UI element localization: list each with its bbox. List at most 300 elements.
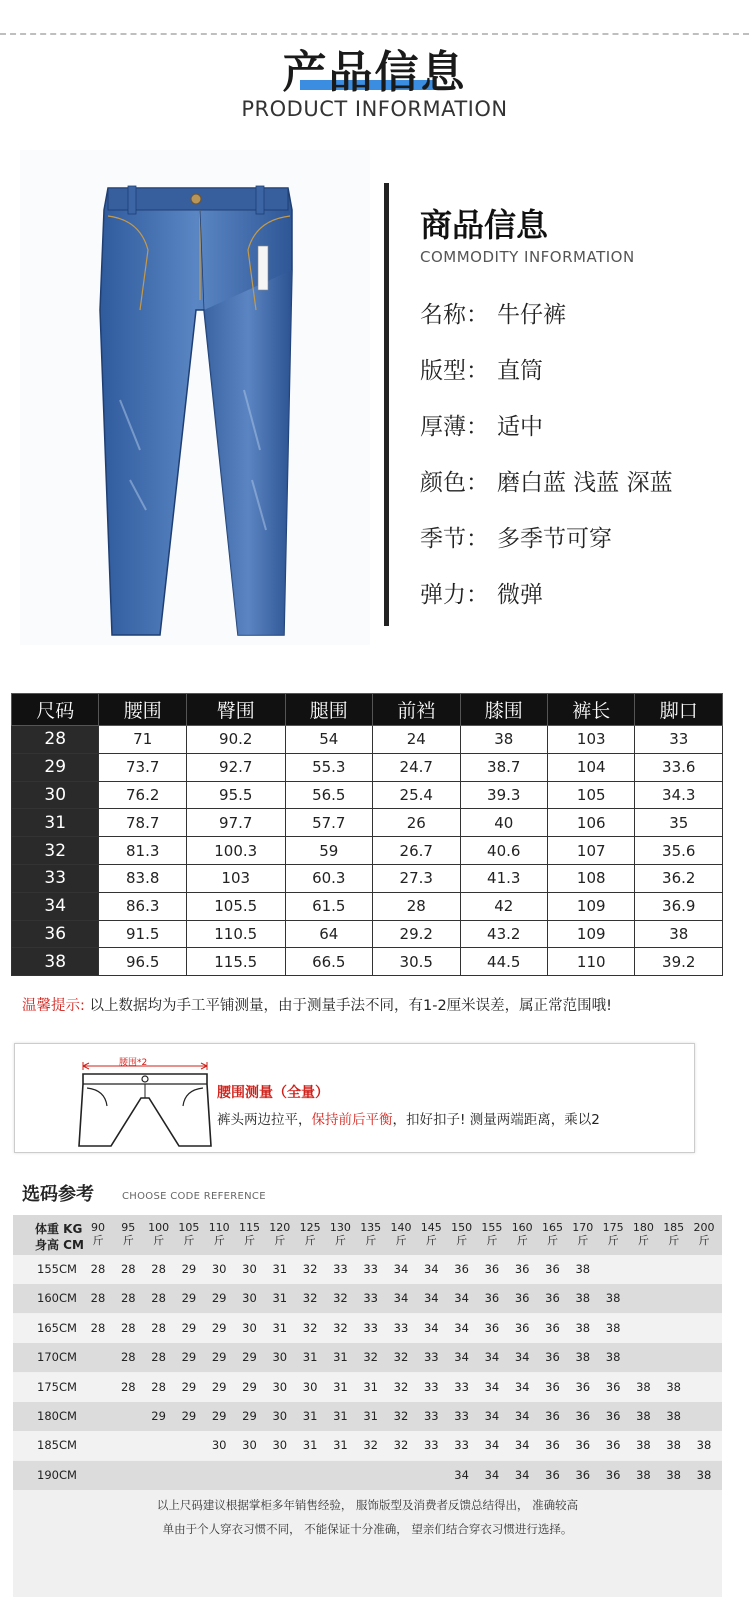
reference-size-cell: 34: [393, 1291, 409, 1306]
measurement-cell: 90.2: [186, 726, 285, 754]
reference-size-cell: 32: [333, 1291, 348, 1306]
reference-size-cell: 38: [575, 1350, 591, 1365]
measurement-cell: 66.5: [285, 948, 372, 976]
col-header-hem: 脚口: [635, 694, 723, 726]
reference-size-cell: 28: [120, 1291, 136, 1306]
commodity-title: 商品信息: [420, 206, 549, 244]
measurement-cell: 56.5: [285, 781, 372, 809]
weight-unit: 斤: [153, 1234, 165, 1247]
size-table-row: [12, 809, 723, 837]
reference-size-cell: 34: [484, 1379, 500, 1394]
weight-unit: 斤: [516, 1234, 528, 1247]
measure-desc-part1: 裤头两边拉平，: [217, 1112, 312, 1128]
size-table-row: [12, 892, 723, 920]
reference-height-header: 身高 CM: [35, 1238, 84, 1252]
weight-unit: 斤: [547, 1234, 558, 1247]
reference-weight-label: [295, 1221, 325, 1247]
info-colon: ：: [466, 526, 489, 552]
reference-size-cell: 36: [545, 1438, 560, 1453]
weight-unit: 斤: [486, 1234, 498, 1247]
page-title: 产品信息: [282, 47, 467, 98]
reference-size-cell: 29: [181, 1409, 197, 1423]
measurement-cell: 25.4: [373, 781, 460, 809]
reference-size-cell: 29: [181, 1379, 197, 1394]
col-header-knee: 膝围: [460, 694, 547, 726]
size-cell: 28: [12, 726, 99, 754]
measurement-cell: 38.7: [460, 753, 547, 781]
reference-height-label: 165CM: [37, 1320, 77, 1335]
col-header-size: 尺码: [12, 694, 99, 726]
reference-size-cell: 36: [484, 1262, 500, 1276]
measurement-cell: 61.5: [285, 892, 372, 920]
reference-size-cell: 34: [484, 1350, 500, 1365]
reference-size-cell: 33: [333, 1262, 348, 1276]
reference-size-cell: 30: [242, 1438, 257, 1453]
col-header-thigh: 腿围: [285, 694, 372, 726]
measurement-cell: 26: [373, 809, 460, 837]
reference-size-cell: 33: [423, 1379, 439, 1394]
reference-size-cell: 38: [575, 1262, 591, 1276]
reference-size-cell: 33: [363, 1320, 378, 1335]
reference-size-cell: 29: [181, 1291, 197, 1306]
measurement-cell: 86.3: [99, 892, 186, 920]
reference-size-cell: 36: [575, 1409, 591, 1423]
weight-value: 170: [572, 1221, 594, 1234]
reference-size-cell: 34: [423, 1320, 439, 1335]
reference-size-cell: 36: [545, 1262, 560, 1276]
waist-measure-title: 腰围测量（全量）: [217, 1085, 329, 1101]
reference-size-cell: 36: [484, 1320, 500, 1335]
reference-size-cell: 34: [514, 1379, 530, 1394]
weight-value: 130: [329, 1221, 351, 1234]
reference-size-cell: 29: [211, 1320, 227, 1335]
reference-size-cell: 34: [514, 1438, 530, 1453]
reference-size-cell: 31: [333, 1350, 348, 1365]
reference-weight-label: [174, 1221, 204, 1247]
size-cell: 34: [12, 892, 99, 920]
reference-weight-label: [538, 1221, 568, 1247]
reference-size-cell: 36: [454, 1262, 469, 1276]
measurement-cell: 60.3: [285, 864, 372, 892]
measurement-cell: 81.3: [99, 837, 186, 865]
info-divider-bar: [384, 183, 389, 626]
measure-desc-part2: ，扣好扣子! 测量两端距离，乘以2: [392, 1112, 600, 1128]
weight-unit: 斤: [698, 1234, 710, 1247]
col-header-hip: 臀围: [186, 694, 285, 726]
reference-size-cell: 30: [211, 1262, 227, 1276]
size-cell: 30: [12, 781, 99, 809]
reference-size-cell: 36: [514, 1262, 530, 1276]
measurement-cell: 96.5: [99, 948, 186, 976]
reference-weight-label: [628, 1221, 658, 1247]
reference-size-cell: 31: [302, 1409, 318, 1423]
reference-size-cell: 29: [181, 1320, 197, 1335]
reference-size-cell: 29: [211, 1379, 227, 1394]
measure-desc-highlight: 保持前后平衡: [311, 1112, 393, 1128]
reference-size-cell: 36: [605, 1409, 621, 1423]
reference-size-cell: 30: [302, 1379, 318, 1394]
weight-value: 175: [602, 1221, 624, 1234]
reference-size-cell: 28: [120, 1379, 136, 1394]
reference-size-cell: 32: [393, 1409, 409, 1423]
measurement-cell: 43.2: [460, 920, 547, 948]
info-label: 弹力: [420, 582, 466, 608]
reference-weight-label: [386, 1221, 416, 1247]
measurement-cell: 38: [635, 920, 723, 948]
reference-weight-label: [356, 1221, 386, 1247]
reference-size-cell: 28: [151, 1291, 166, 1306]
info-row-fit: [420, 352, 543, 385]
reference-size-cell: 32: [393, 1379, 409, 1394]
measurement-cell: 35: [635, 809, 723, 837]
reference-size-cell: 36: [545, 1467, 560, 1482]
reference-size-cell: 29: [181, 1262, 197, 1276]
reference-weight-label: [507, 1221, 537, 1247]
reference-size-cell: 36: [605, 1467, 621, 1482]
measurement-cell: 36.9: [635, 892, 723, 920]
reference-size-cell: 32: [302, 1291, 318, 1306]
reference-size-cell: 32: [333, 1320, 348, 1335]
reference-size-cell: 32: [363, 1350, 378, 1365]
measurement-cell: 109: [547, 920, 634, 948]
size-chart-table: [11, 693, 723, 976]
measurement-cell: 57.7: [285, 809, 372, 837]
reference-size-cell: 36: [575, 1438, 591, 1453]
reference-weight-label: [689, 1221, 719, 1247]
reference-size-cell: 31: [272, 1262, 288, 1276]
info-value: 牛仔裤: [497, 302, 566, 328]
reference-size-cell: 28: [90, 1291, 106, 1306]
reference-size-cell: 29: [242, 1379, 257, 1394]
reference-height-label: 160CM: [37, 1291, 77, 1306]
measurement-cell: 24: [373, 726, 460, 754]
weight-value: 150: [451, 1221, 473, 1234]
measurement-cell: 83.8: [99, 864, 186, 892]
reference-size-cell: 30: [242, 1320, 257, 1335]
reference-size-cell: 38: [666, 1379, 681, 1394]
measurement-cell: 33.6: [635, 753, 723, 781]
reference-size-cell: 38: [575, 1320, 591, 1335]
weight-value: 95: [121, 1221, 136, 1234]
reference-height-label: 155CM: [37, 1262, 77, 1276]
measurement-cell: 42: [460, 892, 547, 920]
product-photo: [20, 150, 370, 645]
reference-size-cell: 36: [514, 1320, 530, 1335]
reference-size-cell: 34: [484, 1438, 500, 1453]
reference-note-line1: 以上尺码建议根据掌柜多年销售经验， 服饰版型及消费者反馈总结得出， 准确较高: [156, 1498, 579, 1512]
weight-unit: 斤: [183, 1234, 195, 1247]
weight-value: 135: [360, 1221, 382, 1234]
weight-unit: 斤: [244, 1234, 255, 1247]
reference-size-cell: 34: [484, 1409, 500, 1423]
info-colon: ：: [466, 302, 489, 328]
size-cell: 36: [12, 920, 99, 948]
tip-label: 温馨提示:: [22, 998, 85, 1014]
info-label: 季节: [420, 526, 466, 552]
measurement-cell: 39.3: [460, 781, 547, 809]
reference-size-cell: 29: [151, 1409, 166, 1423]
reference-size-cell: 36: [484, 1291, 500, 1306]
reference-size-cell: 36: [545, 1350, 560, 1365]
reference-size-cell: 34: [454, 1320, 469, 1335]
reference-size-cell: 32: [363, 1438, 378, 1453]
waist-measure-desc: [217, 1108, 600, 1128]
measurement-cell: 44.5: [460, 948, 547, 976]
size-table-header-row: [12, 694, 723, 726]
size-table-row: [12, 837, 723, 865]
info-row-season: [420, 520, 612, 553]
reference-size-cell: 30: [242, 1291, 257, 1306]
weight-unit: 斤: [304, 1234, 316, 1247]
weight-unit: 斤: [395, 1234, 407, 1247]
size-table-row: [12, 753, 723, 781]
reference-size-cell: 38: [696, 1467, 712, 1482]
reference-weight-label: [235, 1221, 265, 1247]
measurement-cell: 28: [373, 892, 460, 920]
reference-size-cell: 36: [545, 1291, 560, 1306]
weight-unit: 斤: [213, 1234, 225, 1247]
info-label: 版型: [420, 358, 466, 384]
reference-size-cell: 31: [363, 1379, 378, 1394]
weight-value: 110: [208, 1221, 230, 1234]
measurement-cell: 38: [460, 726, 547, 754]
reference-size-cell: 34: [514, 1350, 530, 1365]
measurement-cell: 73.7: [99, 753, 186, 781]
info-value: 适中: [497, 414, 543, 440]
weight-unit: 斤: [92, 1234, 104, 1247]
reference-size-cell: 30: [272, 1409, 288, 1423]
info-row-color: [420, 464, 673, 497]
reference-size-cell: 30: [242, 1262, 257, 1276]
reference-size-cell: 28: [90, 1320, 106, 1335]
weight-unit: 斤: [334, 1234, 346, 1247]
info-value: 多季节可穿: [497, 526, 612, 552]
size-table-row: [12, 948, 723, 976]
measurement-cell: 59: [285, 837, 372, 865]
reference-size-cell: 34: [423, 1262, 439, 1276]
weight-unit: 斤: [577, 1234, 589, 1247]
size-cell: 33: [12, 864, 99, 892]
reference-title: 选码参考: [22, 1184, 94, 1205]
measurement-cell: 64: [285, 920, 372, 948]
measurement-cell: 24.7: [373, 753, 460, 781]
waist-measure-guide: [14, 1043, 695, 1153]
reference-height-label: 185CM: [37, 1438, 77, 1453]
measurement-cell: 26.7: [373, 837, 460, 865]
reference-size-cell: 33: [423, 1350, 439, 1365]
reference-size-cell: 36: [545, 1409, 560, 1423]
reference-size-cell: 36: [605, 1379, 621, 1394]
reference-size-cell: 38: [605, 1291, 621, 1306]
weight-value: 90: [91, 1221, 105, 1234]
reference-size-cell: 36: [514, 1291, 530, 1306]
reference-size-cell: 36: [545, 1379, 560, 1394]
info-colon: ：: [466, 470, 489, 496]
reference-weight-header: 体重 KG: [35, 1222, 83, 1236]
reference-size-cell: 38: [636, 1379, 651, 1394]
info-colon: ：: [466, 414, 489, 440]
weight-value: 185: [663, 1221, 685, 1234]
reference-weight-label: [113, 1221, 143, 1247]
reference-weight-label: [598, 1221, 628, 1247]
reference-size-cell: 29: [181, 1350, 197, 1365]
reference-size-cell: 28: [151, 1379, 166, 1394]
reference-note-line2: 单由于个人穿衣习惯不同， 不能保证十分准确， 望亲们结合穿衣习惯进行选择。: [162, 1522, 573, 1536]
weight-value: 120: [269, 1221, 291, 1234]
reference-size-cell: 34: [454, 1291, 469, 1306]
reference-size-cell: 32: [393, 1350, 409, 1365]
weight-unit: 斤: [274, 1234, 286, 1247]
reference-weight-label: [568, 1221, 598, 1247]
measurement-cell: 35.6: [635, 837, 723, 865]
reference-height-label: 190CM: [37, 1467, 77, 1482]
reference-size-cell: 31: [302, 1438, 318, 1453]
reference-size-cell: 38: [666, 1409, 681, 1423]
weight-unit: 斤: [425, 1234, 437, 1247]
measurement-cell: 30.5: [373, 948, 460, 976]
measurement-cell: 109: [547, 892, 634, 920]
info-row-thickness: [420, 408, 543, 441]
measurement-cell: 92.7: [186, 753, 285, 781]
weight-value: 160: [511, 1221, 533, 1234]
size-cell: 31: [12, 809, 99, 837]
reference-size-cell: 28: [151, 1320, 166, 1335]
measurement-cell: 40.6: [460, 837, 547, 865]
reference-weight-label: [144, 1221, 174, 1247]
measurement-cell: 29.2: [373, 920, 460, 948]
reference-weight-label: [659, 1221, 689, 1247]
weight-unit: 斤: [607, 1234, 619, 1247]
reference-size-cell: 33: [454, 1379, 469, 1394]
measurement-cell: 110.5: [186, 920, 285, 948]
page-subtitle: PRODUCT INFORMATION: [241, 97, 508, 121]
reference-subtitle: CHOOSE CODE REFERENCE: [122, 1191, 266, 1202]
weight-value: 180: [632, 1221, 654, 1234]
reference-size-cell: 29: [211, 1350, 227, 1365]
reference-size-cell: 31: [272, 1320, 288, 1335]
reference-size-cell: 38: [636, 1467, 651, 1482]
jeans-illustration: [20, 150, 370, 645]
measurement-cell: 110: [547, 948, 634, 976]
measurement-cell: 97.7: [186, 809, 285, 837]
weight-value: 125: [299, 1221, 321, 1234]
measurement-cell: 105: [547, 781, 634, 809]
reference-size-cell: 32: [302, 1320, 318, 1335]
measurement-cell: 27.3: [373, 864, 460, 892]
reference-size-cell: 38: [696, 1438, 712, 1453]
info-value: 磨白蓝 浅蓝 深蓝: [497, 470, 673, 496]
reference-size-cell: 31: [333, 1409, 348, 1423]
reference-size-cell: 29: [211, 1291, 227, 1306]
measurement-cell: 103: [186, 864, 285, 892]
measurement-cell: 41.3: [460, 864, 547, 892]
weight-unit: 斤: [456, 1234, 468, 1247]
measurement-cell: 108: [547, 864, 634, 892]
reference-size-cell: 36: [575, 1467, 591, 1482]
reference-size-cell: 33: [454, 1438, 469, 1453]
weight-value: 100: [148, 1221, 170, 1234]
reference-size-cell: 38: [636, 1438, 651, 1453]
reference-size-cell: 28: [120, 1350, 136, 1365]
measurement-cell: 40: [460, 809, 547, 837]
reference-size-cell: 31: [272, 1291, 288, 1306]
reference-size-cell: 36: [605, 1438, 621, 1453]
reference-size-cell: 31: [333, 1379, 348, 1394]
reference-size-cell: 29: [242, 1350, 257, 1365]
reference-size-cell: 36: [575, 1379, 591, 1394]
measurement-cell: 39.2: [635, 948, 723, 976]
tip-text: 以上数据均为手工平铺测量，由于测量手法不同，有1-2厘米误差，属正常范围哦!: [89, 998, 612, 1014]
reference-weight-label: [477, 1221, 507, 1247]
reference-size-cell: 29: [242, 1409, 257, 1423]
reference-height-label: 170CM: [37, 1350, 77, 1365]
measurement-cell: 76.2: [99, 781, 186, 809]
reference-size-cell: 34: [393, 1262, 409, 1276]
info-row-name: [420, 296, 566, 329]
reference-size-cell: 32: [393, 1438, 409, 1453]
size-table-row: [12, 920, 723, 948]
measurement-cell: 71: [99, 726, 186, 754]
reference-size-cell: 33: [363, 1291, 378, 1306]
weight-unit: 斤: [668, 1234, 680, 1247]
size-reference-grid: [13, 1215, 722, 1597]
reference-size-cell: 38: [605, 1320, 621, 1335]
info-row-elasticity: [420, 576, 543, 609]
reference-size-cell: 34: [484, 1467, 500, 1482]
measurement-cell: 54: [285, 726, 372, 754]
reference-size-cell: 28: [151, 1350, 166, 1365]
reference-weight-label: [83, 1221, 113, 1247]
col-header-front-rise: 前裆: [373, 694, 460, 726]
measurement-cell: 103: [547, 726, 634, 754]
measurement-cell: 36.2: [635, 864, 723, 892]
reference-weight-label: [325, 1221, 355, 1247]
reference-size-cell: 34: [514, 1409, 530, 1423]
reference-size-cell: 31: [302, 1350, 318, 1365]
reference-size-cell: 34: [514, 1467, 530, 1482]
reference-size-cell: 28: [90, 1262, 106, 1276]
measurement-cell: 106: [547, 809, 634, 837]
measurement-cell: 33: [635, 726, 723, 754]
reference-size-cell: 34: [454, 1467, 469, 1482]
size-tip: [22, 994, 612, 1015]
reference-size-cell: 38: [666, 1467, 681, 1482]
commodity-subtitle: COMMODITY INFORMATION: [420, 248, 635, 266]
measurement-cell: 55.3: [285, 753, 372, 781]
reference-height-label: 180CM: [37, 1409, 77, 1423]
reference-height-label: 175CM: [37, 1379, 77, 1394]
size-table-row: [12, 781, 723, 809]
diagram-waist-label: 腰围*2: [119, 1058, 148, 1068]
info-colon: ：: [466, 358, 489, 384]
weight-value: 140: [390, 1221, 412, 1234]
size-table-row: [12, 864, 723, 892]
weight-value: 115: [239, 1221, 260, 1234]
reference-size-cell: 33: [363, 1262, 378, 1276]
size-cell: 32: [12, 837, 99, 865]
reference-size-cell: 30: [272, 1350, 288, 1365]
reference-size-cell: 34: [454, 1350, 469, 1365]
size-cell: 38: [12, 948, 99, 976]
measurement-cell: 100.3: [186, 837, 285, 865]
reference-size-cell: 34: [423, 1291, 439, 1306]
info-label: 颜色: [420, 470, 466, 496]
measurement-cell: 104: [547, 753, 634, 781]
reference-size-cell: 28: [120, 1262, 136, 1276]
weight-value: 105: [178, 1221, 200, 1234]
top-dashed-divider: [0, 33, 749, 35]
reference-size-cell: 30: [211, 1438, 227, 1453]
